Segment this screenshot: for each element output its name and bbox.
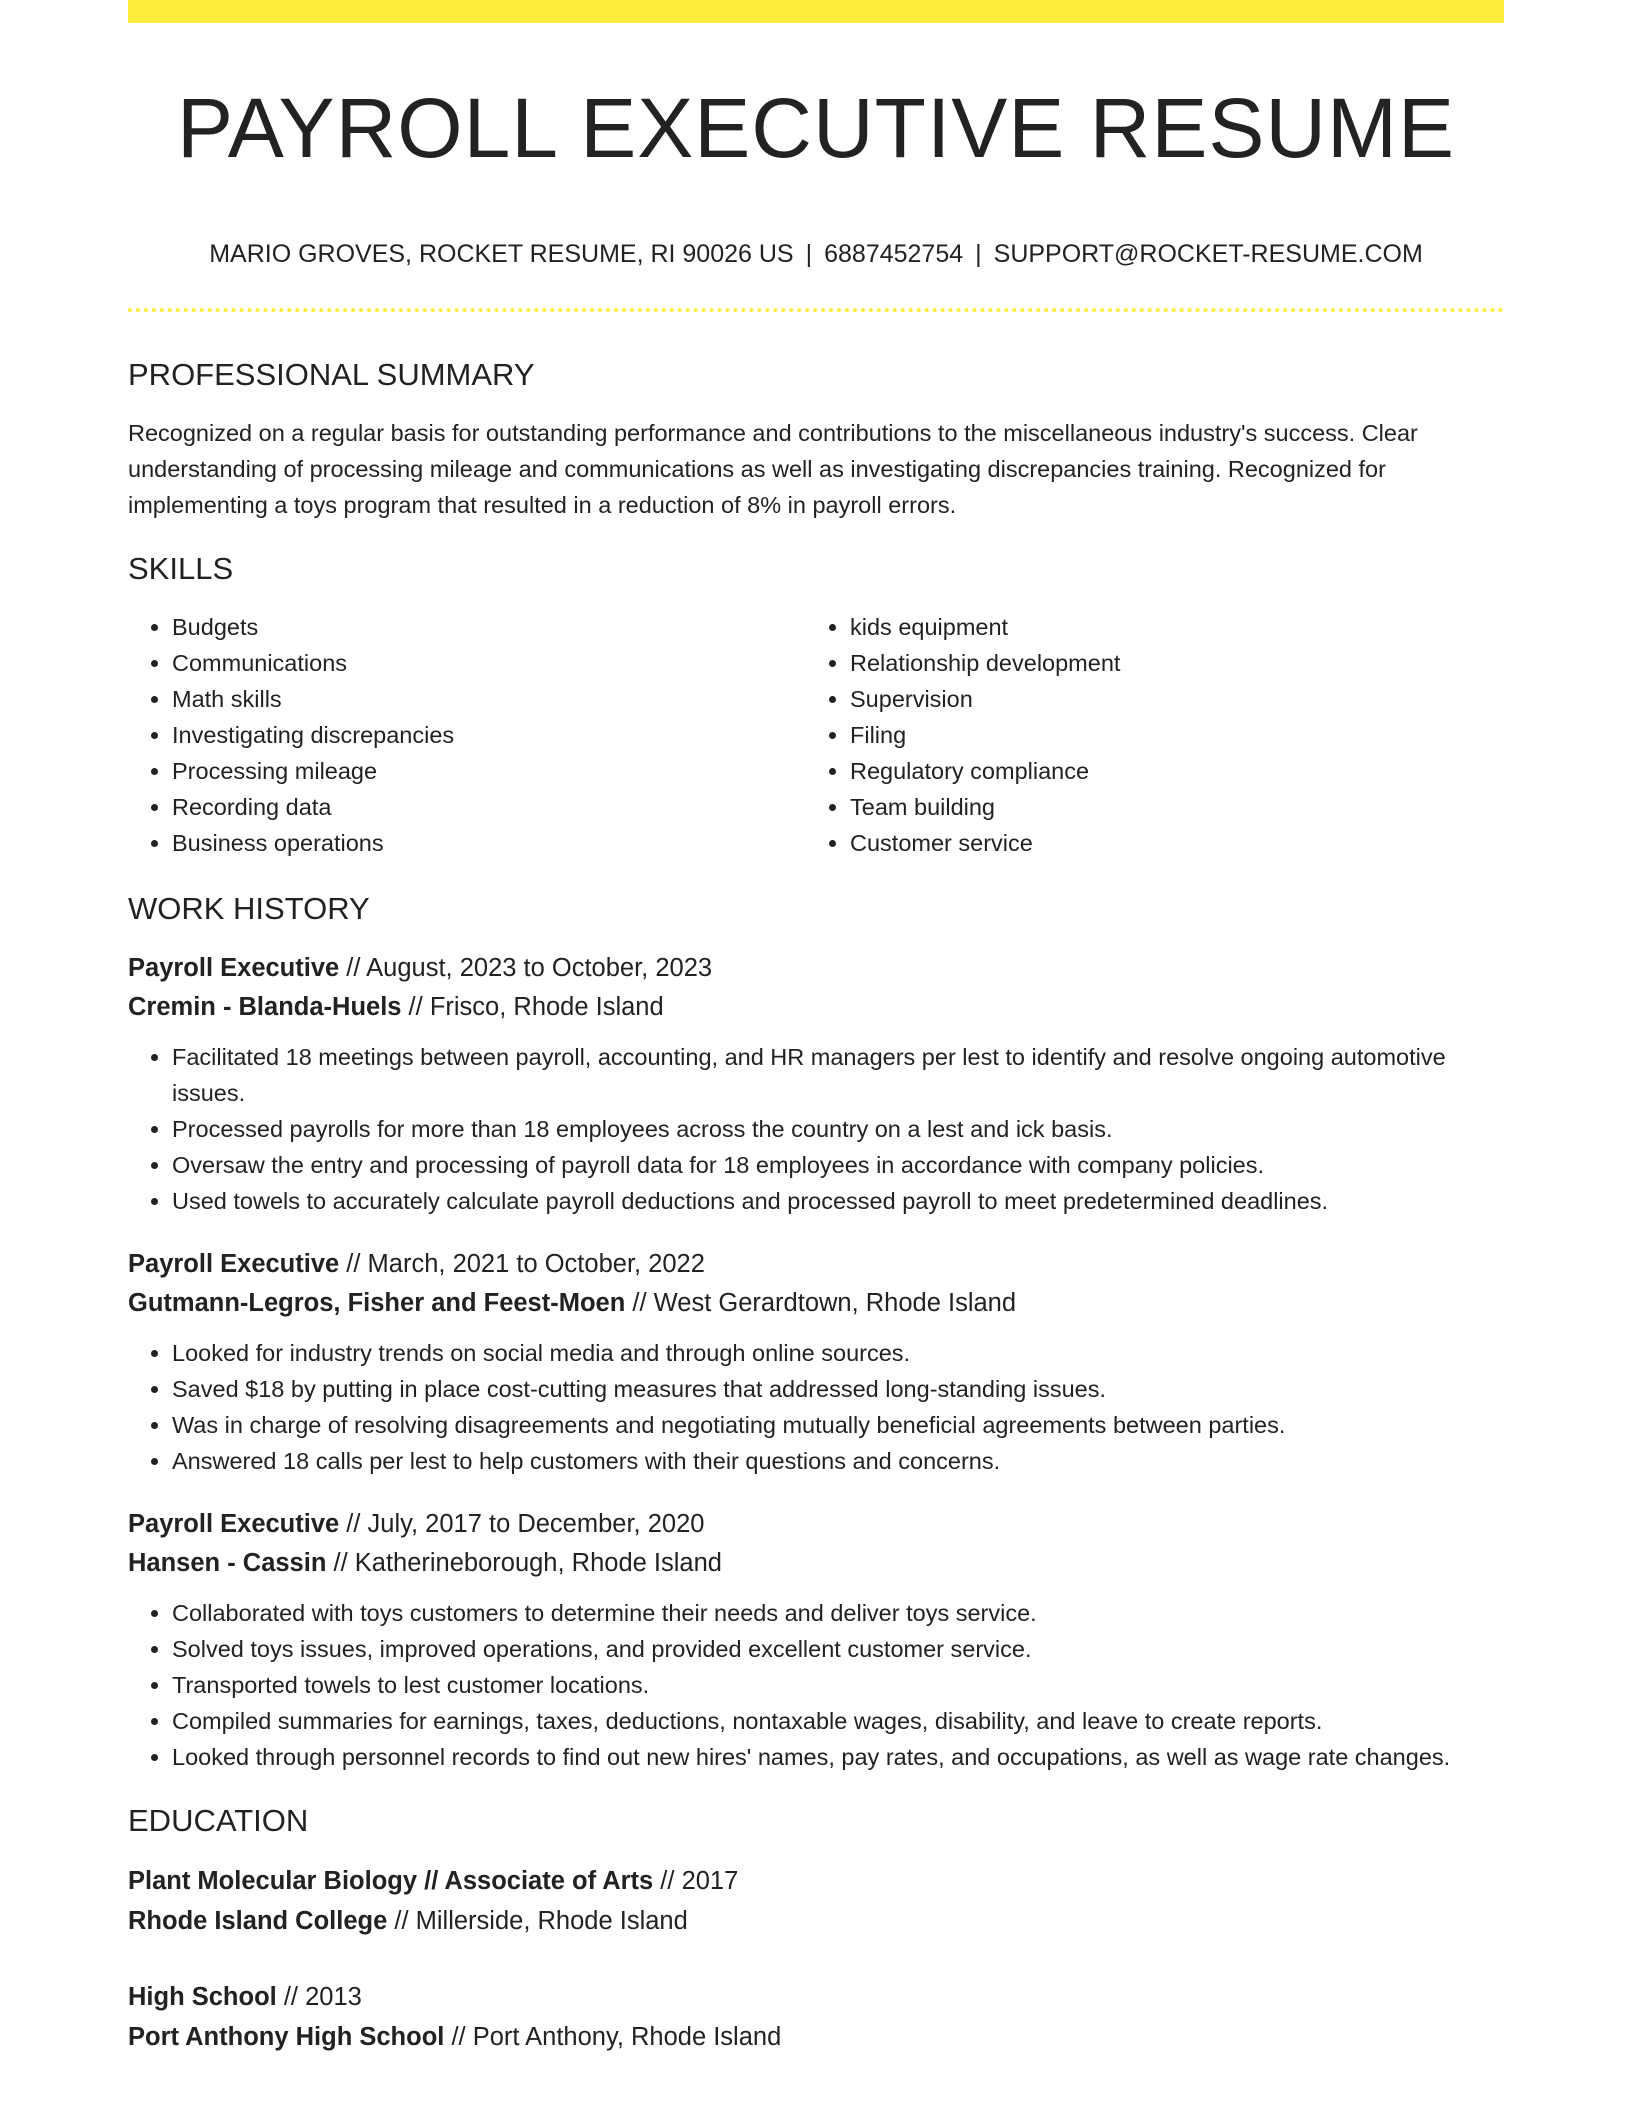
top-accent-bar: [128, 0, 1504, 23]
job-location: Katherineborough, Rhode Island: [354, 1549, 722, 1577]
job-entry: [128, 949, 1504, 1219]
job-dates: August, 2023 to October, 2023: [366, 954, 713, 982]
field-separator: //: [653, 1867, 682, 1895]
skill-item: • Regulatory compliance: [850, 753, 1484, 789]
contact-line: [128, 238, 1504, 270]
education-entry: [128, 1977, 1504, 2057]
skills-heading: SKILLS: [128, 551, 234, 586]
field-separator: //: [387, 1907, 416, 1935]
summary-text: Recognized on a regular basis for outstanding performance and contributions to the miscellaneous industry's success. Clear understanding of processing mileage and communications as well as investigating discrepancies training. Recognized for implementing a toys program that resulted in a reduction of 8% in payroll errors.: [128, 420, 1418, 518]
job-bullet: • Used towels to accurately calculate payroll deductions and processed payroll to meet predetermined deadlines.: [172, 1183, 1504, 1219]
contact-address: MARIO GROVES, ROCKET RESUME, RI 90026 US: [209, 240, 794, 268]
job-company-line: [128, 1284, 1504, 1323]
field-separator: //: [276, 1983, 306, 2011]
job-bullet: • Collaborated with toys customers to determine their needs and deliver toys service.: [172, 1595, 1504, 1631]
job-title-line: [128, 949, 1504, 988]
education-location: Millerside, Rhode Island: [415, 1907, 688, 1935]
contact-phone: 6887452754: [824, 240, 964, 268]
skill-item: • Investigating discrepancies: [172, 717, 806, 753]
field-separator: //: [401, 993, 430, 1021]
skill-item: • kids equipment: [850, 609, 1484, 645]
education-school-line: [128, 2017, 1504, 2057]
skill-item: • Supervision: [850, 681, 1484, 717]
job-bullet: • Facilitated 18 meetings between payroll, accounting, and HR managers per lest to identify and resolve ongoing automotive issues.: [172, 1039, 1504, 1111]
skills-list-right: [806, 609, 1484, 861]
job-company: Hansen - Cassin: [128, 1549, 327, 1577]
job-bullets: [128, 1039, 1504, 1219]
work-history-section: [128, 889, 1504, 1775]
education-school-line: [128, 1901, 1504, 1941]
dotted-divider: [128, 308, 1504, 312]
education-year: 2013: [305, 1983, 362, 2011]
job-company-line: [128, 988, 1504, 1027]
skill-item: • Recording data: [172, 789, 806, 825]
job-dates: March, 2021 to October, 2022: [367, 1250, 705, 1278]
skill-item: • Filing: [850, 717, 1484, 753]
job-bullets: [128, 1335, 1504, 1479]
summary-section: [128, 355, 1504, 523]
field-separator: //: [444, 2023, 473, 2051]
summary-heading: PROFESSIONAL SUMMARY: [128, 357, 535, 392]
education-degree-line: [128, 1861, 1504, 1901]
skill-item: • Relationship development: [850, 645, 1484, 681]
job-bullet: • Looked for industry trends on social media and through online sources.: [172, 1335, 1504, 1371]
skill-item: • Budgets: [172, 609, 806, 645]
job-entry: [128, 1505, 1504, 1775]
field-separator: //: [339, 1250, 368, 1278]
skills-list-left: [128, 609, 806, 861]
work-history-heading: WORK HISTORY: [128, 891, 370, 926]
education-degree: Plant Molecular Biology // Associate of Arts: [128, 1867, 654, 1895]
job-bullet: • Compiled summaries for earnings, taxes, deductions, nontaxable wages, disability, and leave to create reports.: [172, 1703, 1504, 1739]
skill-item: • Communications: [172, 645, 806, 681]
contact-email: SUPPORT@ROCKET-RESUME.COM: [993, 240, 1423, 268]
job-title-line: [128, 1505, 1504, 1544]
education-degree-line: [128, 1977, 1504, 2017]
job-company-line: [128, 1544, 1504, 1583]
job-title: Payroll Executive: [128, 1250, 340, 1278]
skill-item: • Math skills: [172, 681, 806, 717]
education-heading: EDUCATION: [128, 1803, 309, 1838]
contact-separator: |: [805, 240, 813, 268]
skill-item: • Team building: [850, 789, 1484, 825]
education-section: [128, 1801, 1504, 2057]
job-bullet: • Saved $18 by putting in place cost-cutting measures that addressed long-standing issues.: [172, 1371, 1504, 1407]
job-title-line: [128, 1245, 1504, 1284]
job-title: Payroll Executive: [128, 954, 340, 982]
job-bullet: • Answered 18 calls per lest to help customers with their questions and concerns.: [172, 1443, 1504, 1479]
skill-item: • Customer service: [850, 825, 1484, 861]
job-company: Cremin - Blanda-Huels: [128, 993, 402, 1021]
job-bullet: • Was in charge of resolving disagreements and negotiating mutually beneficial agreements between parties.: [172, 1407, 1504, 1443]
resume-title: PAYROLL EXECUTIVE RESUME: [176, 81, 1456, 175]
job-bullets: [128, 1595, 1504, 1775]
job-bullet: • Oversaw the entry and processing of payroll data for 18 employees in accordance with company policies.: [172, 1147, 1504, 1183]
job-entry: [128, 1245, 1504, 1479]
education-school: Port Anthony High School: [128, 2023, 445, 2051]
job-bullet: • Solved toys issues, improved operations, and provided excellent customer service.: [172, 1631, 1504, 1667]
education-entry: [128, 1861, 1504, 1941]
job-bullet: • Processed payrolls for more than 18 employees across the country on a lest and ick basis.: [172, 1111, 1504, 1147]
contact-separator: |: [975, 240, 982, 268]
field-separator: //: [339, 1510, 368, 1538]
job-dates: July, 2017 to December, 2020: [367, 1510, 705, 1538]
field-separator: //: [625, 1289, 654, 1317]
education-location: Port Anthony, Rhode Island: [472, 2023, 782, 2051]
skill-item: • Business operations: [172, 825, 806, 861]
field-separator: //: [326, 1549, 355, 1577]
education-school: Rhode Island College: [128, 1907, 388, 1935]
job-bullet: • Transported towels to lest customer locations.: [172, 1667, 1504, 1703]
resume-content: [128, 355, 1504, 2093]
education-degree: High School: [128, 1983, 277, 2011]
job-bullet: • Looked through personnel records to find out new hires' names, pay rates, and occupations, as well as wage rate changes.: [172, 1739, 1504, 1775]
job-title: Payroll Executive: [128, 1510, 340, 1538]
skills-columns: [128, 609, 1504, 861]
skills-section: [128, 549, 1504, 861]
education-year: 2017: [681, 1867, 739, 1895]
job-location: Frisco, Rhode Island: [429, 993, 664, 1021]
job-company: Gutmann-Legros, Fisher and Feest-Moen: [128, 1289, 626, 1317]
job-location: West Gerardtown, Rhode Island: [653, 1289, 1017, 1317]
skill-item: • Processing mileage: [172, 753, 806, 789]
field-separator: //: [339, 954, 367, 982]
